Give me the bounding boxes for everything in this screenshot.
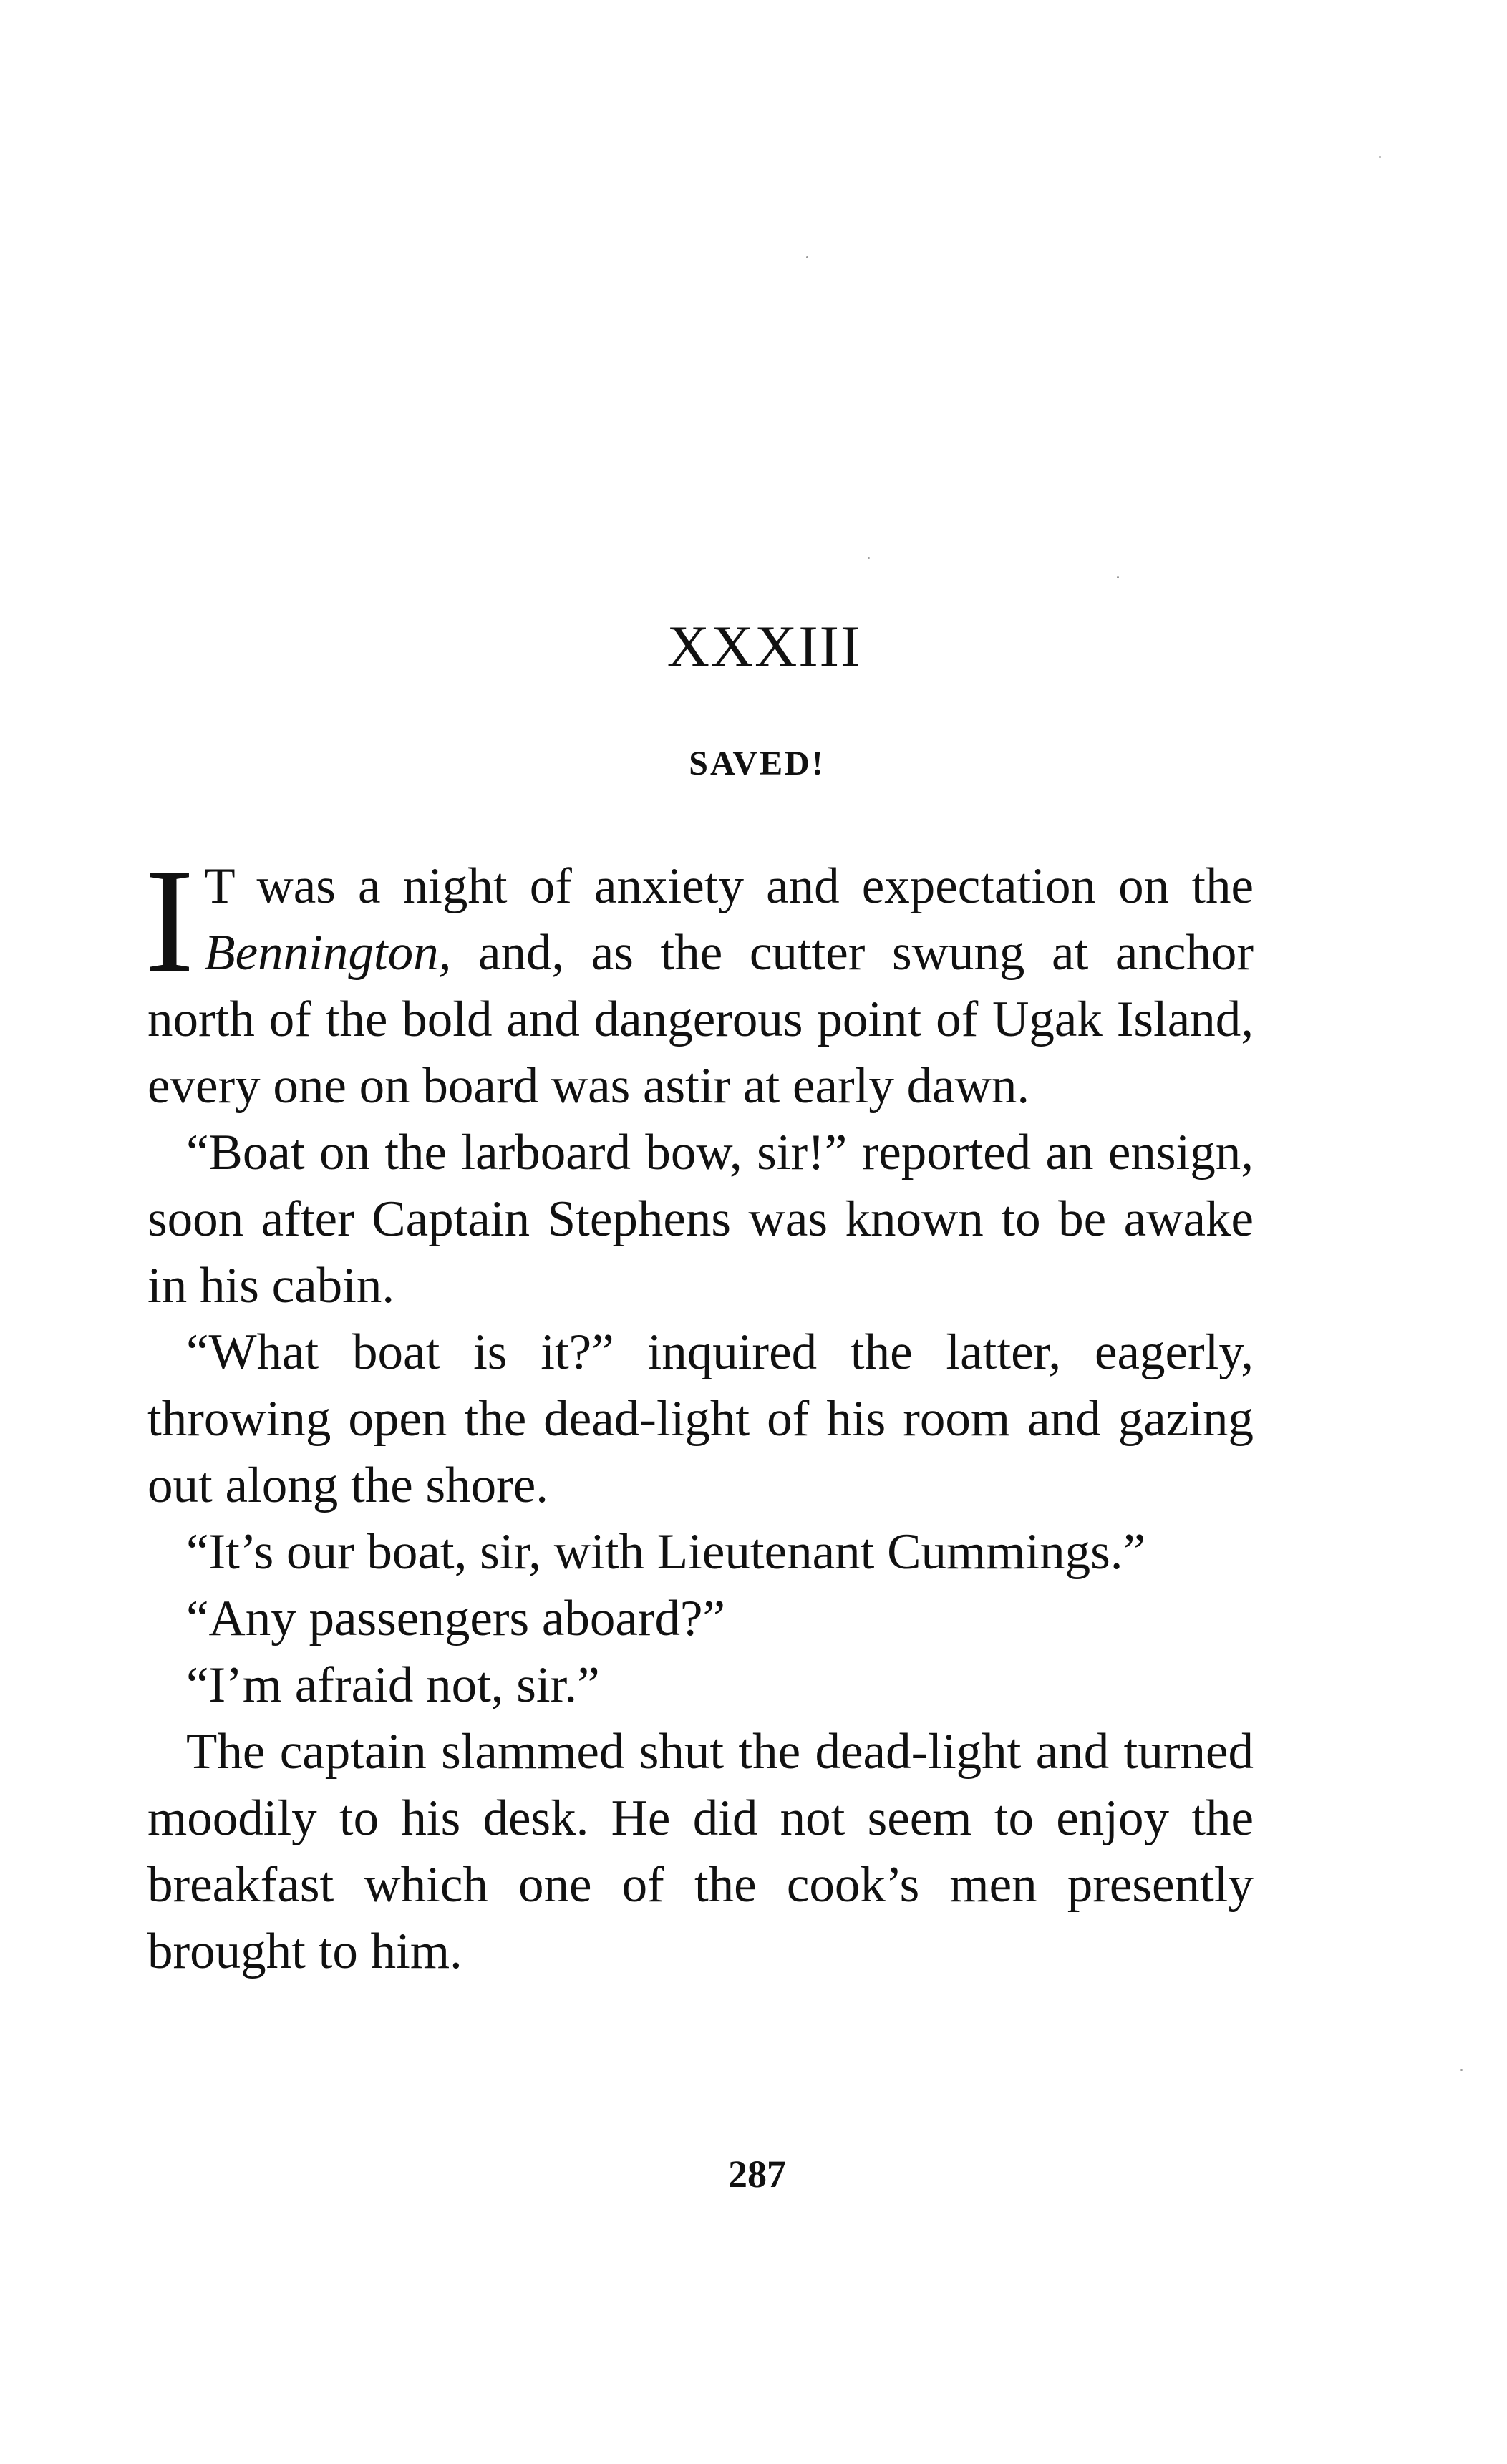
paper-speck: [1460, 2069, 1463, 2071]
paragraph-1-text-b: and, as the cutter swung at anchor north of the bold and dangerous point of Ugak Island, every one on board was astir at early dawn.: [147, 925, 1254, 1114]
page-number: 287: [728, 2153, 786, 2196]
chapter-number: XXXIII: [667, 613, 862, 679]
paper-speck: [868, 557, 870, 559]
paragraph-1-text-a: T was a night of anxiety and expectation on the: [204, 858, 1254, 914]
body-text: [145, 838, 1254, 1985]
ship-name-italic: Bennington,: [204, 925, 452, 981]
paper-speck: [1379, 156, 1381, 158]
paper-speck: [806, 256, 808, 258]
chapter-title: SAVED!: [689, 744, 825, 782]
paragraph-1: [145, 838, 1254, 1120]
paragraph-5: “Any passengers aboard?”: [186, 1591, 726, 1646]
paragraph-4: “It’s our boat, sir, with Lieutenant Cummings.”: [186, 1524, 1146, 1580]
paper-speck: [1117, 576, 1119, 578]
paragraph-3: “What boat is it?” inquired the latter, eagerly, throwing open the dead-light of his room and gazing out along the shore.: [147, 1324, 1254, 1513]
drop-cap: I: [145, 838, 195, 1003]
paragraph-7: The captain slammed shut the dead-light and turned moodily to his desk. He did not seem to enjoy the breakfast which one of the cook’s men presently brought to him.: [147, 1724, 1254, 1979]
paragraph-6: “I’m afraid not, sir.”: [186, 1657, 600, 1713]
paragraph-2: “Boat on the larboard bow, sir!” reported an ensign, soon after Captain Stephens was known to be awake in his cabin.: [147, 1125, 1254, 1314]
